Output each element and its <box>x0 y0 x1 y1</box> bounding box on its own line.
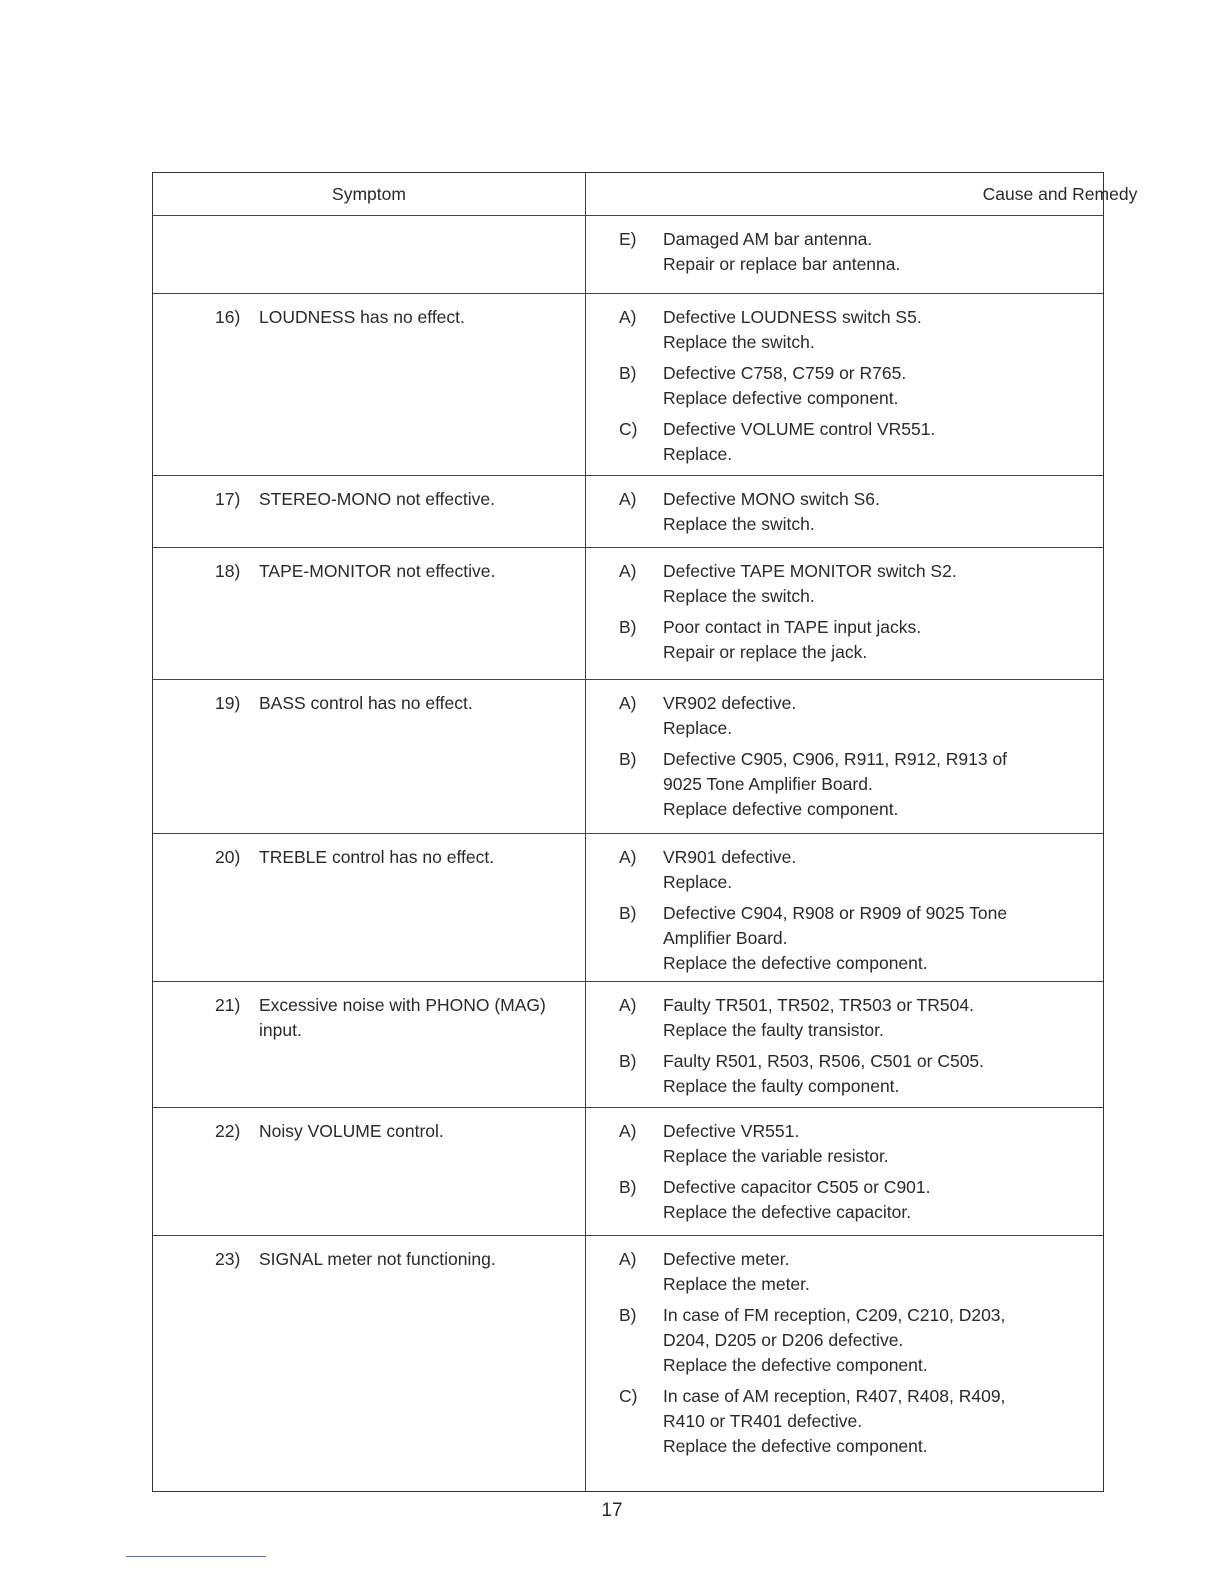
cause-item <box>619 1247 1073 1297</box>
cause-letter: A) <box>619 307 637 327</box>
cause-text <box>663 305 1073 355</box>
symptom-column-header: Symptom <box>332 183 406 204</box>
cause-item <box>619 417 1073 467</box>
cause-remedy-cell <box>619 1119 1073 1231</box>
symptom-text: TREBLE control has no effect. <box>259 847 495 867</box>
row-divider <box>153 679 1103 680</box>
cause-item <box>619 1175 1073 1225</box>
row-divider <box>153 475 1103 476</box>
cause-letter: E) <box>619 229 637 249</box>
cause-remedy-cell <box>619 305 1073 473</box>
cause-item <box>619 361 1073 411</box>
symptom-cell <box>215 1247 575 1272</box>
cause-letter: A) <box>619 847 637 867</box>
cause-line: Replace the variable resistor. <box>663 1146 889 1166</box>
cause-letter: C) <box>619 419 638 439</box>
symptom-number: 17) <box>215 489 241 509</box>
cause-letter: B) <box>619 363 637 383</box>
cause-line: In case of AM reception, R407, R408, R409, <box>663 1386 1006 1406</box>
cause-line: Defective VR551. <box>663 1121 800 1141</box>
symptom-cell <box>215 305 575 330</box>
cause-remedy-cell <box>619 993 1073 1105</box>
cause-text <box>663 1384 1073 1459</box>
cause-item <box>619 1303 1073 1378</box>
cause-line: Amplifier Board. <box>663 928 788 948</box>
cause-text <box>663 747 1073 822</box>
symptom-text: Noisy VOLUME control. <box>259 1121 444 1141</box>
cause-line: Replace the defective capacitor. <box>663 1202 912 1222</box>
symptom-text: BASS control has no effect. <box>259 693 473 713</box>
cause-line: Repair or replace the jack. <box>663 642 868 662</box>
cause-letter: B) <box>619 617 637 637</box>
row-divider <box>153 833 1103 834</box>
cause-letter: A) <box>619 561 637 581</box>
symptom-text: SIGNAL meter not functioning. <box>259 1249 496 1269</box>
cause-remedy-cell <box>619 1247 1073 1465</box>
table-row <box>153 833 1103 981</box>
symptom-cell <box>215 1119 575 1144</box>
symptom-text: TAPE-MONITOR not effective. <box>259 561 496 581</box>
cause-text <box>663 1303 1073 1378</box>
cause-line: Replace the meter. <box>663 1274 810 1294</box>
cause-text <box>663 1119 1073 1169</box>
cause-letter: B) <box>619 903 637 923</box>
cause-item <box>619 227 1073 277</box>
cause-line: Defective C904, R908 or R909 of 9025 Tone <box>663 903 1008 923</box>
cause-line: Replace the faulty component. <box>663 1076 900 1096</box>
cause-item <box>619 691 1073 741</box>
cause-letter: A) <box>619 1249 637 1269</box>
cause-item <box>619 1049 1073 1099</box>
cause-remedy-column-header: Cause and Remedy <box>982 183 1138 204</box>
cause-text <box>663 227 1073 277</box>
cause-line: 9025 Tone Amplifier Board. <box>663 774 873 794</box>
cause-line: Repair or replace bar antenna. <box>663 254 901 274</box>
cause-text <box>663 1247 1073 1297</box>
cause-line: VR902 defective. <box>663 693 797 713</box>
cause-text <box>663 1049 1073 1099</box>
cause-item <box>619 747 1073 822</box>
symptom-number: 16) <box>215 307 241 327</box>
cause-text <box>663 993 1073 1043</box>
cause-letter: B) <box>619 1051 637 1071</box>
symptom-text: LOUDNESS has no effect. <box>259 307 465 327</box>
cause-line: Replace defective component. <box>663 799 899 819</box>
cause-text <box>663 615 1073 665</box>
cause-item <box>619 901 1073 976</box>
troubleshooting-table <box>152 172 1138 1492</box>
cause-remedy-cell <box>619 227 1073 283</box>
cause-line: Defective VOLUME control VR551. <box>663 419 936 439</box>
symptom-text: Excessive noise with PHONO (MAG) input. <box>259 995 546 1040</box>
cause-item <box>619 615 1073 665</box>
cause-letter: B) <box>619 1305 637 1325</box>
symptom-number: 19) <box>215 693 241 713</box>
cause-item <box>619 845 1073 895</box>
cause-line: Defective C758, C759 or R765. <box>663 363 907 383</box>
cause-line: Replace the faulty transistor. <box>663 1020 884 1040</box>
table-row <box>153 293 1103 475</box>
cause-line: Replace. <box>663 872 733 892</box>
symptom-cell <box>215 487 575 512</box>
page-number: 17 <box>601 1500 623 1521</box>
cause-letter: B) <box>619 749 637 769</box>
cause-text <box>663 417 1073 467</box>
cause-line: Defective meter. <box>663 1249 790 1269</box>
cause-line: VR901 defective. <box>663 847 797 867</box>
cause-remedy-cell <box>619 487 1073 543</box>
cause-line: Replace the switch. <box>663 586 815 606</box>
cause-line: Replace the defective component. <box>663 1355 928 1375</box>
cause-item <box>619 1384 1073 1459</box>
cause-letter: A) <box>619 1121 637 1141</box>
cause-line: Faulty TR501, TR502, TR503 or TR504. <box>663 995 974 1015</box>
cause-line: Replace the defective component. <box>663 953 928 973</box>
cause-text <box>663 487 1073 537</box>
cause-text <box>663 361 1073 411</box>
cause-line: D204, D205 or D206 defective. <box>663 1330 904 1350</box>
table-row <box>153 1235 1103 1493</box>
cause-letter: A) <box>619 489 637 509</box>
footer-rule <box>126 1556 266 1557</box>
cause-line: Replace the switch. <box>663 514 815 534</box>
symptom-cell <box>215 993 575 1043</box>
cause-text <box>663 845 1073 895</box>
cause-letter: B) <box>619 1177 637 1197</box>
cause-line: Defective C905, C906, R911, R912, R913 of <box>663 749 1008 769</box>
table-row <box>153 215 1103 293</box>
cause-line: Replace the defective component. <box>663 1436 928 1456</box>
cause-line: Defective capacitor C505 or C901. <box>663 1177 931 1197</box>
cause-line: Poor contact in TAPE input jacks. <box>663 617 922 637</box>
cause-letter: C) <box>619 1386 638 1406</box>
symptom-number: 18) <box>215 561 241 581</box>
cause-item <box>619 305 1073 355</box>
cause-line: Replace the switch. <box>663 332 815 352</box>
cause-item <box>619 487 1073 537</box>
cause-remedy-cell <box>619 559 1073 671</box>
cause-text <box>663 1175 1073 1225</box>
cause-item <box>619 1119 1073 1169</box>
symptom-number: 21) <box>215 995 241 1015</box>
cause-line: Faulty R501, R503, R506, C501 or C505. <box>663 1051 985 1071</box>
cause-text <box>663 691 1073 741</box>
symptom-number: 20) <box>215 847 241 867</box>
cause-letter: A) <box>619 693 637 713</box>
symptom-number: 22) <box>215 1121 241 1141</box>
row-divider <box>153 293 1103 294</box>
symptom-cell <box>215 691 575 716</box>
cause-letter: A) <box>619 995 637 1015</box>
cause-text <box>663 559 1073 609</box>
symptom-cell <box>215 845 575 870</box>
cause-line: Damaged AM bar antenna. <box>663 229 873 249</box>
cause-line: Defective LOUDNESS switch S5. <box>663 307 922 327</box>
cause-line: Replace. <box>663 718 733 738</box>
row-divider <box>153 547 1103 548</box>
symptom-text: STEREO-MONO not effective. <box>259 489 495 509</box>
cause-line: R410 or TR401 defective. <box>663 1411 863 1431</box>
cause-item <box>619 559 1073 609</box>
cause-remedy-cell <box>619 691 1073 828</box>
cause-line: Defective MONO switch S6. <box>663 489 880 509</box>
cause-item <box>619 993 1073 1043</box>
table-row <box>153 981 1103 1107</box>
symptom-number: 23) <box>215 1249 241 1269</box>
row-divider <box>153 1107 1103 1108</box>
table-row <box>153 547 1103 679</box>
cause-line: Defective TAPE MONITOR switch S2. <box>663 561 957 581</box>
row-divider <box>153 1235 1103 1236</box>
cause-line: In case of FM reception, C209, C210, D203, <box>663 1305 1006 1325</box>
cause-remedy-cell <box>619 845 1073 982</box>
cause-text <box>663 901 1073 976</box>
symptom-cell <box>215 559 575 584</box>
cause-line: Replace. <box>663 444 733 464</box>
table-row <box>153 679 1103 833</box>
cause-line: Replace defective component. <box>663 388 899 408</box>
table-row <box>153 475 1103 547</box>
row-divider <box>153 981 1103 982</box>
table-row <box>153 1107 1103 1235</box>
